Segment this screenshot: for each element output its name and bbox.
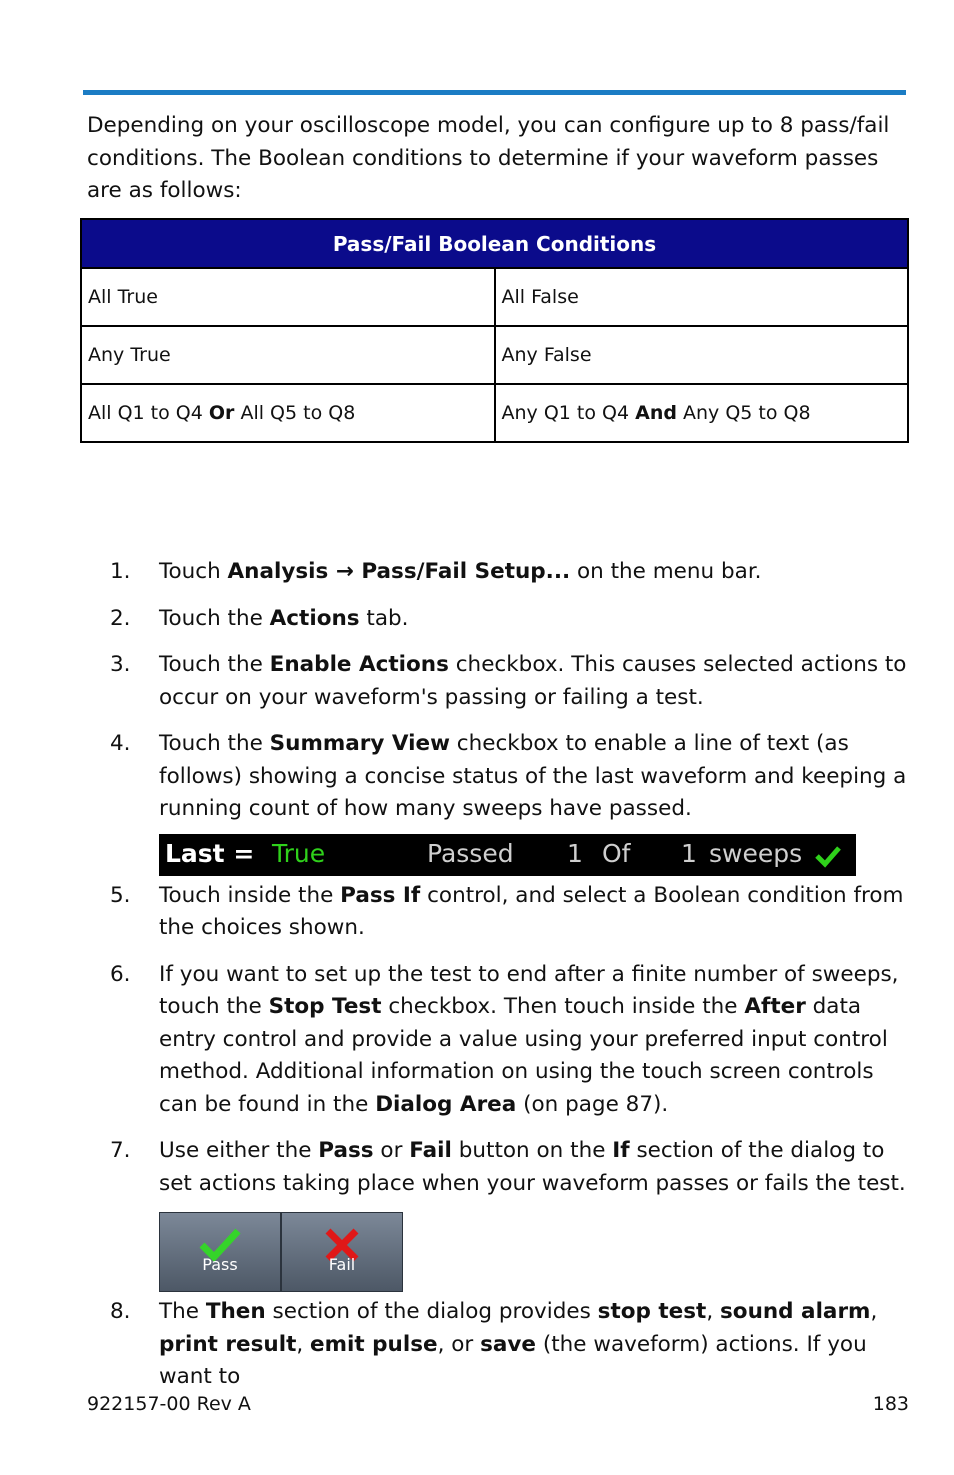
steps-list [110,556,910,1394]
step-item: 3. Touch the Enable Actions checkbox. This causes selected actions to occur on your waveform's passing or failing a test. [110,652,907,710]
status-last-label: Last = [165,838,255,868]
status-sweeps-label: sweeps [709,838,803,868]
table-row [81,384,908,442]
step-item: 4. Touch the Summary View checkbox to enable a line of text (as follows) showing a concise status of the last waveform and keeping a running count of how many sweeps have passed. [110,731,907,821]
check-icon [814,844,842,868]
boolean-conditions-table [80,218,909,443]
step-item: 6. If you want to set up the test to end after a finite number of sweeps, touch the Stop Test checkbox. Then touch inside the After data entry control and provide a value using your preferred input control method. Additional information on using the touch screen controls can be found in the Dialog Area (on page 87). [110,961,899,1117]
table-header: Pass/Fail Boolean Conditions [81,219,908,268]
table-cell: Any True [81,326,495,384]
table-cell: All Q1 to Q4 Or All Q5 to Q8 [81,384,495,442]
pass-button[interactable] [159,1212,281,1292]
step-item: 5. Touch inside the Pass If control, and select a Boolean condition from the choices shown. [110,882,904,940]
status-of-label: Of [602,838,631,868]
table-row [81,326,908,384]
fail-button[interactable] [281,1212,403,1292]
status-count: 1 [567,838,583,868]
step-item: 1. Touch Analysis → Pass/Fail Setup... on the menu bar. [110,559,762,584]
pass-label: Pass [202,1254,238,1274]
header-rule [83,90,906,95]
table-cell: All False [495,268,909,326]
step-item: 7. Use either the Pass or Fail button on the If section of the dialog to set actions taking place when your waveform passes or fails the test. [110,1138,906,1196]
footer-doc-id: 922157-00 Rev A [87,1393,251,1415]
status-value: True [272,838,326,868]
table-cell: Any False [495,326,909,384]
table-cell: Any Q1 to Q4 And Any Q5 to Q8 [495,384,909,442]
summary-status-bar [159,834,856,876]
table-row [81,268,908,326]
status-total: 1 [681,838,697,868]
footer-page-number: 183 [872,1393,909,1415]
fail-label: Fail [328,1254,356,1274]
step-item: 2. Touch the Actions tab. [110,605,409,631]
intro-paragraph: Depending on your oscilloscope model, you can configure up to 8 pass/fail conditions. The Boolean conditions to determine if your waveform passes are as follows: [87,113,890,203]
status-passed-label: Passed [427,838,514,868]
step-item: 8. The Then section of the dialog provides stop test, sound alarm, print result, emit pulse, or save (the waveform) actions. If you want to [110,1299,878,1389]
table-cell: All True [81,268,495,326]
pass-fail-buttons [159,1212,404,1292]
